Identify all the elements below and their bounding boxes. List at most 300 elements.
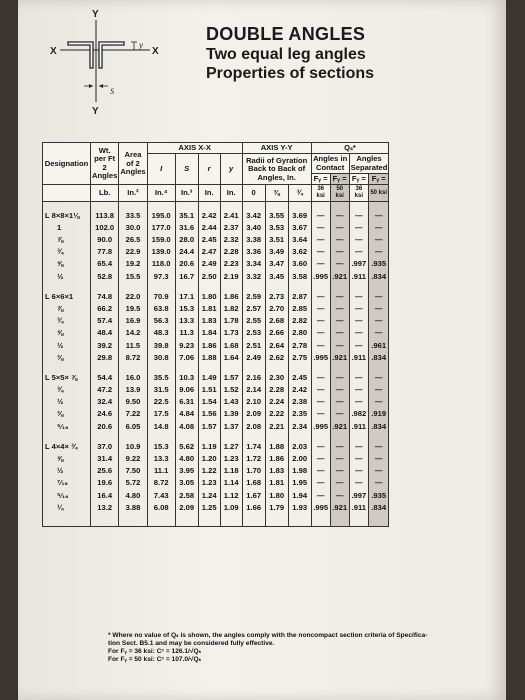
table-row — [43, 246, 389, 258]
value-cell: — — [311, 315, 330, 327]
value-cell: 1.80 — [198, 283, 220, 303]
designation-cell: ⁵⁄₁₆ — [43, 421, 91, 433]
value-cell: 22.0 — [119, 283, 147, 303]
value-cell: — — [311, 477, 330, 489]
header-designation: Designation — [43, 143, 91, 185]
value-cell: 22.5 — [147, 396, 175, 408]
value-cell: — — [349, 396, 368, 408]
value-cell: 15.3 — [175, 303, 198, 315]
designation-cell: ⅝ — [43, 453, 91, 465]
designation-cell: ⅜ — [43, 352, 91, 364]
value-cell: .982 — [349, 408, 368, 420]
header-y: y — [220, 154, 242, 185]
value-cell: 39.8 — [147, 339, 175, 351]
value-cell: — — [330, 465, 349, 477]
value-cell: — — [311, 222, 330, 234]
value-cell: .911 — [349, 502, 368, 514]
value-cell: 2.22 — [265, 408, 288, 420]
table-blank-area — [43, 514, 389, 527]
value-cell: 3.38 — [242, 234, 265, 246]
value-cell: 177.0 — [147, 222, 175, 234]
diagram-label-x-right: X — [152, 46, 159, 57]
unit-cell: In. — [220, 185, 242, 201]
blank-cell — [369, 514, 389, 527]
value-cell: 13.2 — [91, 502, 119, 514]
value-cell: 6.05 — [119, 421, 147, 433]
value-cell: 2.50 — [198, 271, 220, 283]
value-cell: 1.24 — [198, 490, 220, 502]
value-cell: 1.39 — [220, 408, 242, 420]
footnote-line: * Where no value of Qₛ is shown, the angles comply with the noncompact section criteria of Specifica- — [108, 632, 428, 639]
value-cell: 139.0 — [147, 246, 175, 258]
header-fy: Fᵧ = — [349, 174, 368, 185]
value-cell: 1.20 — [198, 453, 220, 465]
unit-cell: In. — [198, 185, 220, 201]
table-row — [43, 433, 389, 453]
value-cell: 2.57 — [242, 303, 265, 315]
diagram-label-s: S — [110, 87, 114, 96]
value-cell: 2.58 — [175, 490, 198, 502]
value-cell: — — [369, 384, 389, 396]
unit-cell: Lb. — [91, 185, 119, 201]
value-cell: 24.4 — [175, 246, 198, 258]
value-cell: — — [311, 327, 330, 339]
table-row — [43, 303, 389, 315]
value-cell: — — [349, 433, 368, 453]
value-cell: — — [349, 477, 368, 489]
value-cell: — — [311, 453, 330, 465]
value-cell: 7.50 — [119, 465, 147, 477]
designation-cell: L 6×6×1 — [43, 283, 91, 303]
value-cell: .911 — [349, 352, 368, 364]
value-cell: — — [330, 396, 349, 408]
unit-cell: 36 ksi — [311, 185, 330, 201]
blank-cell — [119, 514, 147, 527]
value-cell: 1.68 — [242, 477, 265, 489]
value-cell: 35.5 — [147, 364, 175, 384]
table-row — [43, 315, 389, 327]
value-cell: 1.23 — [198, 477, 220, 489]
value-cell: 3.32 — [242, 271, 265, 283]
value-cell: 11.1 — [147, 465, 175, 477]
header — [38, 6, 488, 126]
blank-cell — [175, 514, 198, 527]
value-cell: 1.86 — [198, 339, 220, 351]
blank-cell — [147, 514, 175, 527]
value-cell: — — [330, 258, 349, 270]
value-cell: 77.8 — [91, 246, 119, 258]
value-cell: — — [330, 315, 349, 327]
value-cell: 3.34 — [242, 258, 265, 270]
value-cell: — — [369, 222, 389, 234]
header-fy: Fᵧ = — [311, 174, 330, 185]
value-cell: 3.69 — [288, 201, 311, 222]
value-cell: 2.49 — [198, 258, 220, 270]
value-cell: 4.08 — [175, 421, 198, 433]
blank-cell — [311, 514, 330, 527]
designation-cell: ⅞ — [43, 303, 91, 315]
table-row — [43, 327, 389, 339]
value-cell: 1.27 — [220, 433, 242, 453]
value-cell: — — [369, 315, 389, 327]
value-cell: 1.51 — [198, 384, 220, 396]
value-cell: 118.0 — [147, 258, 175, 270]
value-cell: — — [349, 201, 368, 222]
value-cell: 1.19 — [198, 433, 220, 453]
value-cell: 2.03 — [288, 433, 311, 453]
double-angle-section-diagram — [38, 6, 198, 126]
value-cell: 3.62 — [288, 246, 311, 258]
value-cell: 1.86 — [220, 283, 242, 303]
value-cell: 16.0 — [119, 364, 147, 384]
value-cell: — — [349, 339, 368, 351]
value-cell: 2.23 — [220, 258, 242, 270]
title-main: DOUBLE ANGLES — [206, 24, 366, 44]
value-cell: 13.3 — [147, 453, 175, 465]
value-cell: 3.05 — [175, 477, 198, 489]
value-cell: 2.28 — [220, 246, 242, 258]
value-cell: — — [369, 396, 389, 408]
value-cell: — — [369, 303, 389, 315]
designation-cell: ¾ — [43, 384, 91, 396]
value-cell: 1.37 — [220, 421, 242, 433]
value-cell: 2.38 — [288, 396, 311, 408]
value-cell: 2.80 — [288, 327, 311, 339]
table-row — [43, 408, 389, 420]
value-cell: 16.4 — [91, 490, 119, 502]
header-i: I — [147, 154, 175, 185]
value-cell: 1.68 — [220, 339, 242, 351]
value-cell: 33.5 — [119, 201, 147, 222]
value-cell: .834 — [369, 352, 389, 364]
header-contact: Angles in Contact — [313, 154, 348, 172]
table-row — [43, 364, 389, 384]
header-wt: Wt. per Ft 2 Angles — [91, 143, 119, 185]
value-cell: — — [330, 339, 349, 351]
value-cell: 11.5 — [119, 339, 147, 351]
value-cell: 65.4 — [91, 258, 119, 270]
value-cell: 3.67 — [288, 222, 311, 234]
value-cell: 1.84 — [198, 327, 220, 339]
value-cell: 3.64 — [288, 234, 311, 246]
value-cell: — — [330, 246, 349, 258]
table-row — [43, 352, 389, 364]
value-cell: .919 — [369, 408, 389, 420]
value-cell: 2.68 — [265, 315, 288, 327]
value-cell: 1.57 — [198, 421, 220, 433]
value-cell: — — [369, 201, 389, 222]
value-cell: 1.64 — [220, 352, 242, 364]
value-cell: 25.6 — [91, 465, 119, 477]
value-cell: .834 — [369, 502, 389, 514]
value-cell: 1.43 — [220, 396, 242, 408]
value-cell: 2.08 — [242, 421, 265, 433]
unit-cell: In.² — [119, 185, 147, 201]
value-cell: 2.45 — [198, 234, 220, 246]
value-cell: .997 — [349, 490, 368, 502]
value-cell: 26.5 — [119, 234, 147, 246]
value-cell: — — [349, 303, 368, 315]
value-cell: — — [311, 396, 330, 408]
designation-cell: ½ — [43, 339, 91, 351]
value-cell: 9.06 — [175, 384, 198, 396]
value-cell: 2.62 — [265, 352, 288, 364]
value-cell: 2.70 — [265, 303, 288, 315]
value-cell: — — [349, 384, 368, 396]
value-cell: 8.72 — [147, 477, 175, 489]
value-cell: 5.62 — [175, 433, 198, 453]
value-cell: .935 — [369, 258, 389, 270]
value-cell: 1.70 — [242, 465, 265, 477]
value-cell: 2.30 — [265, 364, 288, 384]
value-cell: 16.9 — [119, 315, 147, 327]
diagram-label-y-top: Y — [92, 9, 99, 20]
value-cell: 97.3 — [147, 271, 175, 283]
value-cell: 2.53 — [242, 327, 265, 339]
properties-table-body — [43, 201, 389, 527]
header-qs: Qₛ* — [311, 143, 389, 154]
value-cell: — — [330, 384, 349, 396]
header-r: r — [198, 154, 220, 185]
table-row — [43, 384, 389, 396]
value-cell: — — [330, 453, 349, 465]
value-cell: — — [330, 234, 349, 246]
blank-cell — [349, 514, 368, 527]
value-cell: 28.0 — [175, 234, 198, 246]
value-cell: .995 — [311, 421, 330, 433]
value-cell: — — [369, 465, 389, 477]
value-cell: 2.55 — [242, 315, 265, 327]
value-cell: 8.72 — [119, 352, 147, 364]
value-cell: 2.09 — [242, 408, 265, 420]
value-cell: 4.84 — [175, 408, 198, 420]
value-cell: 1.18 — [220, 465, 242, 477]
value-cell: 10.3 — [175, 364, 198, 384]
value-cell: 1.81 — [265, 477, 288, 489]
value-cell: — — [369, 327, 389, 339]
value-cell: 32.4 — [91, 396, 119, 408]
value-cell: .961 — [369, 339, 389, 351]
value-cell: — — [330, 222, 349, 234]
value-cell: 1.12 — [220, 490, 242, 502]
value-cell: 19.6 — [91, 477, 119, 489]
value-cell: 57.4 — [91, 315, 119, 327]
value-cell: 63.8 — [147, 303, 175, 315]
table-row — [43, 234, 389, 246]
value-cell: 11.3 — [175, 327, 198, 339]
value-cell: 16.7 — [175, 271, 198, 283]
value-cell: 3.51 — [265, 234, 288, 246]
table-row — [43, 283, 389, 303]
value-cell: — — [349, 234, 368, 246]
value-cell: 19.2 — [119, 258, 147, 270]
value-cell: 56.3 — [147, 315, 175, 327]
value-cell: 3.49 — [265, 246, 288, 258]
value-cell: 17.1 — [175, 283, 198, 303]
value-cell: — — [369, 283, 389, 303]
value-cell: 3.42 — [242, 201, 265, 222]
unit-blank — [43, 185, 91, 201]
value-cell: 2.45 — [288, 364, 311, 384]
header-area: Area of 2 Angles — [119, 143, 147, 185]
value-cell: — — [330, 490, 349, 502]
blank-cell — [91, 514, 119, 527]
value-cell: — — [330, 477, 349, 489]
value-cell: — — [330, 327, 349, 339]
value-cell: 2.73 — [265, 283, 288, 303]
value-cell: — — [349, 246, 368, 258]
value-cell: — — [369, 477, 389, 489]
value-cell: — — [330, 303, 349, 315]
value-cell: 3.58 — [288, 271, 311, 283]
header-radii: Radii of Gyration Back to Back of Angles, In. — [242, 154, 311, 185]
value-cell: 1.86 — [265, 453, 288, 465]
table-row — [43, 271, 389, 283]
table-row — [43, 490, 389, 502]
footnote-line: For Fᵧ = 50 ksi: Cᶜ = 107.0/√Qₛ — [108, 656, 202, 663]
value-cell: 2.34 — [288, 421, 311, 433]
value-cell: 5.72 — [119, 477, 147, 489]
value-cell: 1.80 — [265, 490, 288, 502]
value-cell: — — [349, 283, 368, 303]
designation-cell: L 5×5× ⅞ — [43, 364, 91, 384]
value-cell: 48.4 — [91, 327, 119, 339]
value-cell: 30.0 — [119, 222, 147, 234]
value-cell: 10.9 — [119, 433, 147, 453]
value-cell: 6.31 — [175, 396, 198, 408]
value-cell: 2.42 — [198, 201, 220, 222]
title-block — [206, 24, 374, 83]
value-cell: — — [349, 327, 368, 339]
value-cell: .911 — [349, 421, 368, 433]
value-cell: 1.94 — [288, 490, 311, 502]
value-cell: 35.1 — [175, 201, 198, 222]
value-cell: 9.50 — [119, 396, 147, 408]
value-cell: 52.8 — [91, 271, 119, 283]
value-cell: 2.21 — [265, 421, 288, 433]
blank-cell — [288, 514, 311, 527]
value-cell: .921 — [330, 271, 349, 283]
unit-cell: In.³ — [175, 185, 198, 201]
value-cell: — — [349, 465, 368, 477]
value-cell: 15.5 — [119, 271, 147, 283]
value-cell: 7.22 — [119, 408, 147, 420]
value-cell: — — [369, 453, 389, 465]
title-sub1: Two equal leg angles — [206, 46, 366, 63]
value-cell: — — [311, 283, 330, 303]
table-row — [43, 477, 389, 489]
value-cell: — — [369, 364, 389, 384]
value-cell: 17.5 — [147, 408, 175, 420]
value-cell: 4.80 — [119, 490, 147, 502]
title-sub2: Properties of sections — [206, 65, 375, 82]
unit-cell: ¾ — [288, 185, 311, 201]
value-cell: 7.43 — [147, 490, 175, 502]
value-cell: 1.22 — [198, 465, 220, 477]
header-axis-yy: AXIS Y-Y — [242, 143, 311, 154]
value-cell: 2.10 — [242, 396, 265, 408]
value-cell: 1.23 — [220, 453, 242, 465]
value-cell: 1.73 — [220, 327, 242, 339]
value-cell: 66.2 — [91, 303, 119, 315]
designation-cell: ⅜ — [43, 408, 91, 420]
value-cell: 2.44 — [198, 222, 220, 234]
value-cell: — — [349, 453, 368, 465]
value-cell: 2.78 — [288, 339, 311, 351]
value-cell: 1.82 — [220, 303, 242, 315]
value-cell: — — [369, 234, 389, 246]
blank-cell — [220, 514, 242, 527]
value-cell: 1.14 — [220, 477, 242, 489]
value-cell: 9.23 — [175, 339, 198, 351]
table-row — [43, 465, 389, 477]
value-cell: 9.22 — [119, 453, 147, 465]
value-cell: 3.40 — [242, 222, 265, 234]
value-cell: — — [311, 339, 330, 351]
value-cell: — — [311, 433, 330, 453]
value-cell: 3.55 — [265, 201, 288, 222]
value-cell: — — [349, 364, 368, 384]
value-cell: 2.41 — [220, 201, 242, 222]
value-cell: 2.49 — [242, 352, 265, 364]
header-fy: Fᵧ = — [369, 174, 389, 185]
value-cell: 1.67 — [242, 490, 265, 502]
value-cell: 1.09 — [220, 502, 242, 514]
value-cell: 3.88 — [119, 502, 147, 514]
value-cell: 1.79 — [265, 502, 288, 514]
diagram-label-y-small: y — [139, 40, 143, 50]
value-cell: — — [311, 408, 330, 420]
value-cell: 31.5 — [147, 384, 175, 396]
value-cell: 3.60 — [288, 258, 311, 270]
value-cell: 2.66 — [265, 327, 288, 339]
value-cell: — — [330, 433, 349, 453]
value-cell: 31.4 — [91, 453, 119, 465]
value-cell: 70.9 — [147, 283, 175, 303]
value-cell: — — [311, 303, 330, 315]
value-cell: 90.0 — [91, 234, 119, 246]
designation-cell: ⁷⁄₁₆ — [43, 477, 91, 489]
designation-cell: ½ — [43, 271, 91, 283]
value-cell: — — [330, 201, 349, 222]
page-sheet — [18, 0, 506, 700]
value-cell: 54.4 — [91, 364, 119, 384]
value-cell: 14.8 — [147, 421, 175, 433]
value-cell: 39.2 — [91, 339, 119, 351]
blank-cell — [265, 514, 288, 527]
value-cell: 2.09 — [175, 502, 198, 514]
table-row — [43, 222, 389, 234]
header-s: S — [175, 154, 198, 185]
value-cell: — — [369, 246, 389, 258]
value-cell: — — [349, 222, 368, 234]
value-cell: 15.3 — [147, 433, 175, 453]
value-cell: 113.8 — [91, 201, 119, 222]
value-cell: 1.78 — [220, 315, 242, 327]
designation-cell: ½ — [43, 396, 91, 408]
value-cell: .995 — [311, 502, 330, 514]
value-cell: 1.95 — [288, 477, 311, 489]
value-cell: 1.57 — [220, 364, 242, 384]
value-cell: 13.9 — [119, 384, 147, 396]
designation-cell: ¾ — [43, 246, 91, 258]
unit-cell: In.⁴ — [147, 185, 175, 201]
value-cell: .834 — [369, 421, 389, 433]
value-cell: 159.0 — [147, 234, 175, 246]
footnote-line: tion Sect. B5.1 and may be considered fully effective. — [108, 640, 275, 647]
value-cell: — — [349, 315, 368, 327]
header-separated: Angles Separated — [350, 154, 388, 172]
